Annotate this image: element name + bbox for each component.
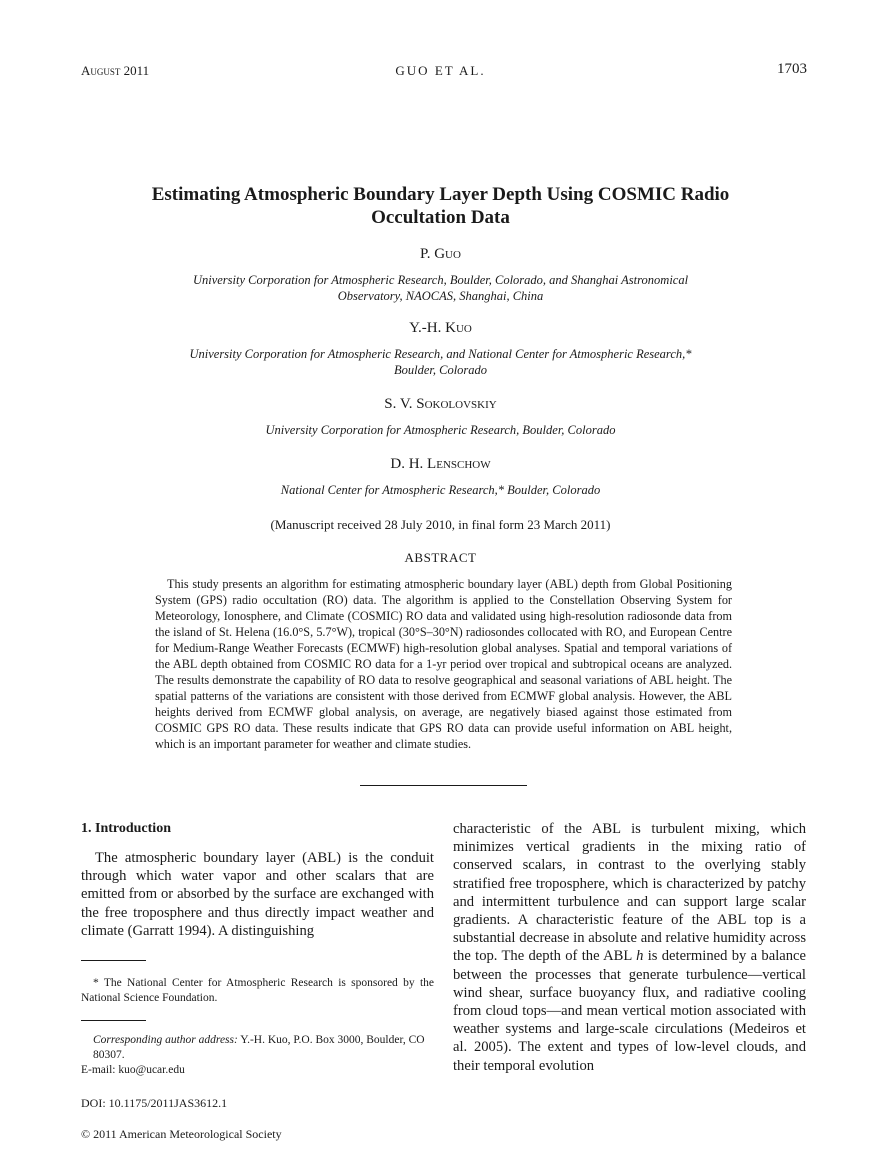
- author-name: Y.-H. Kuo: [409, 320, 472, 336]
- abstract-text: This study presents an algorithm for estimating atmospheric boundary layer (ABL) depth from Global Positioning System (GPS) radio occultation (RO) data. The algorithm is applied to the Constellation Observing System for Meteorology, Ionosphere, and Climate (COSMIC) RO data and validated using high-resolution radiosonde data from the island of St. Helena (16.0°S, 5.7°W), tropical (30°S–30°N) radiosondes collocated with RO, and European Centre for Medium-Range Weather Forecasts (ECMWF) high-resolution global analyses. Spatial and temporal variations of the ABL depth obtained from COSMIC RO data for a 1-yr period over tropical and subtropical oceans are analyzed. The results demonstrate the capability of RO data to resolve geographical and seasonal variations of ABL height. The spatial patterns of the variations are consistent with those derived from ECMWF global analysis. However, the ABL heights derived from ECMWF global analysis, on average, are negatively biased against those estimated from COSMIC GPS RO data. These results indicate that GPS RO data can provide useful information on ABL height, which is an important parameter for weather and climate studies.: [155, 577, 732, 751]
- abstract-divider: [360, 785, 527, 786]
- author-affiliation: University Corporation for Atmospheric Research, Boulder, Colorado: [265, 423, 616, 437]
- manuscript-dates: (Manuscript received 28 July 2010, in final form 23 March 2011): [270, 517, 611, 532]
- footnote-correspondence: [81, 1033, 434, 1078]
- intro-paragraph-col1: The atmospheric boundary layer (ABL) is the conduit through which water vapor and other scalars that are emitted from or absorbed by the surface are exchanged with the free troposphere and thus directly impact weather and climate (Garratt 1994). A distinguishing: [81, 850, 434, 939]
- author-affiliation: University Corporation for Atmospheric Research, and National Center for Atmospheric Research,* Boulder, Colorado: [189, 347, 692, 377]
- corr-label: Corresponding author address:: [93, 1034, 238, 1046]
- section-heading: 1. Introduction: [81, 821, 171, 836]
- author-affiliation: National Center for Atmospheric Research,* Boulder, Colorado: [280, 483, 601, 497]
- page-number: 1703: [777, 61, 807, 77]
- running-header-date: August 2011: [81, 63, 150, 78]
- intro-text-part: is determined by a balance between the processes that generate turbulence—vertical wind shear, surface buoyancy flux, and radiative cooling from cloud tops—and mean vertical motion associated with weather systems and large-scale circulations (Medeiros et al. 2005). The extent and types of low-level clouds, and their temporal evolution: [453, 948, 806, 1074]
- abl-height-symbol: h: [636, 948, 644, 965]
- author-name: D. H. Lenschow: [390, 456, 491, 472]
- copyright: © 2011 American Meteorological Society: [81, 1127, 282, 1141]
- footnote-sponsor: * The National Center for Atmospheric Research is sponsored by the National Science Foundation.: [81, 977, 434, 1004]
- author-name: S. V. Sokolovskiy: [384, 396, 497, 412]
- author-affiliation: University Corporation for Atmospheric Research, Boulder, Colorado, and Shanghai Astronomical Observatory, NAOCAS, Shanghai, China: [192, 273, 689, 303]
- doi: DOI: 10.1175/2011JAS3612.1: [81, 1096, 228, 1110]
- intro-paragraph-col2: [453, 820, 806, 1075]
- footnote-divider: [81, 960, 146, 961]
- author-name: P. Guo: [420, 246, 461, 262]
- abstract-heading: ABSTRACT: [404, 550, 477, 565]
- footnote-divider: [81, 1020, 146, 1021]
- paper-title: Estimating Atmospheric Boundary Layer Depth Using COSMIC Radio Occultation Data: [151, 184, 730, 228]
- corr-email: E-mail: kuo@ucar.edu: [81, 1064, 185, 1076]
- intro-text-part: characteristic of the ABL is turbulent mixing, which minimizes vertical gradients in the mixing ratio of conserved scalars, in contrast to the overlying stably stratified free troposphere, which is characterized by patchy and intermittent turbulence and can support large scalar gradients. A characteristic feature of the ABL top is a substantial decrease in absolute and relative humidity across the top. The depth of the ABL: [453, 821, 806, 965]
- running-header-authors: GUO ET AL.: [395, 63, 486, 78]
- corr-address: Y.-H. Kuo, P.O. Box 3000, Boulder, CO 80307.: [93, 1034, 425, 1061]
